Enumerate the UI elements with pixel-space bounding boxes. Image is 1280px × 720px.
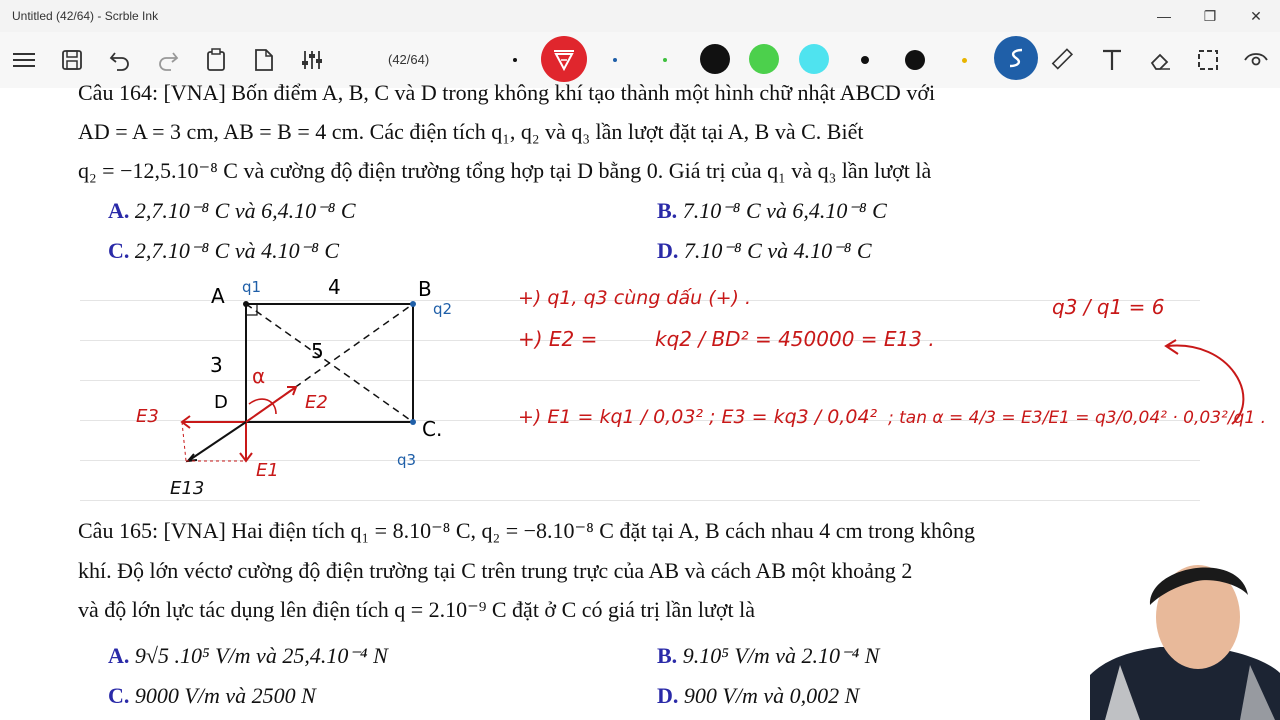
label-diagonal-5: 5 — [311, 339, 324, 363]
label-e3: E3 — [136, 406, 159, 427]
color-swatch-cyan[interactable] — [799, 44, 829, 74]
label-side-3: 3 — [210, 353, 223, 377]
save-icon[interactable] — [54, 42, 90, 78]
point-b — [410, 301, 416, 307]
document-page[interactable] — [0, 78, 1280, 720]
pen-size-large[interactable] — [905, 50, 925, 70]
label-q3: q3 — [397, 451, 417, 469]
clipboard-icon[interactable] — [198, 42, 234, 78]
label-q2: q2 — [433, 300, 453, 318]
q165-option-d[interactable]: D. 900 V/m và 0,002 N — [657, 683, 860, 708]
color-dot-green[interactable] — [663, 58, 667, 62]
color-swatch-black[interactable] — [700, 44, 730, 74]
diagram-canvas — [0, 78, 1280, 518]
text-icon[interactable] — [1094, 42, 1130, 78]
solution-step1: +) q1, q3 cùng dấu (+) . — [518, 287, 752, 309]
q164-line2: AD = A = 3 cm, AB = B = 4 cm. Các điện tích q₁, q₂ và q₃ lần lượt đặt tại A, B và C. Biết — [78, 119, 864, 144]
vector-e13 — [188, 422, 246, 461]
label-c: C. — [422, 417, 443, 441]
solution-ratio: q3 / q1 = 6 — [1052, 295, 1165, 319]
point-c — [410, 419, 416, 425]
color-swatch-green[interactable] — [749, 44, 779, 74]
pen-size-medium[interactable] — [861, 56, 869, 64]
solution-step3b: ; tan α = 4/3 = E3/E1 = q3/0,04² · 0,03²/q1 . — [888, 408, 1266, 428]
title-bar — [0, 0, 1280, 32]
menu-icon[interactable] — [6, 42, 42, 78]
eraser-icon[interactable] — [1142, 42, 1178, 78]
page-indicator: (42/64) — [388, 52, 430, 67]
solution-step2a: +) E2 = — [518, 327, 598, 351]
solution-step3a: +) E1 = kq1 / 0,03² ; E3 = kq3 / 0,04² — [518, 406, 878, 428]
color-dot-yellow[interactable] — [962, 58, 967, 63]
color-dot-blue[interactable] — [613, 58, 617, 62]
solution-step2b: kq2 / BD² = 450000 = E13 . — [655, 327, 935, 351]
label-q1: q1 — [242, 278, 262, 296]
q164-option-a[interactable]: A. 2,7.10⁻⁸ C và 6,4.10⁻⁸ C — [108, 198, 356, 223]
vector-e2 — [246, 387, 296, 422]
q164-line1: Câu 164: [VNA] Bốn điểm A, B, C và D trong không khí tạo thành một hình chữ nhật ABCD với — [78, 80, 936, 105]
label-alpha: α — [252, 364, 266, 388]
q165-option-c[interactable]: C. 9000 V/m và 2500 N — [108, 683, 316, 708]
maximize-button[interactable]: ❐ — [1203, 7, 1217, 24]
label-e13: E13 — [170, 478, 205, 499]
q164-line3: q₂ = −12,5.10⁻⁸ C và cường độ điện trường tổng hợp tại D bằng 0. Giá trị của q₁ và q₃ lần lượt là — [78, 158, 932, 183]
q165-line2: khí. Độ lớn véctơ cường độ điện trường tại C trên trung trực của AB và cách AB một khoảng 2 — [78, 558, 913, 583]
window-title: Untitled (42/64) - Scrble Ink — [12, 9, 159, 23]
sliders-icon[interactable] — [294, 42, 330, 78]
q164-option-c[interactable]: C. 2,7.10⁻⁸ C và 4.10⁻⁸ C — [108, 238, 340, 263]
q165-line3: và độ lớn lực tác dụng lên điện tích q = 2.10⁻⁹ C đặt ở C có giá trị lần lượt là — [78, 597, 755, 622]
q165-option-b[interactable]: B. 9.10⁵ V/m và 2.10⁻⁴ N — [657, 643, 880, 668]
q164-option-d[interactable]: D. 7.10⁻⁸ C và 4.10⁻⁸ C — [657, 238, 872, 263]
label-e2: E2 — [305, 392, 328, 413]
close-button[interactable]: ✕ — [1250, 7, 1262, 24]
label-d: D — [214, 392, 228, 413]
q164-option-b[interactable]: B. 7.10⁻⁸ C và 6,4.10⁻⁸ C — [657, 198, 887, 223]
view-icon[interactable] — [1238, 42, 1274, 78]
ruler-icon[interactable] — [1044, 42, 1080, 78]
pen-size-dot[interactable] — [513, 58, 517, 62]
label-b: B — [418, 277, 432, 301]
minimize-button[interactable]: — — [1157, 8, 1171, 24]
q165-line1: Câu 165: [VNA] Hai điện tích q₁ = 8.10⁻⁸ C, q₂ = −8.10⁻⁸ C đặt tại A, B cách nhau 4 cm trong không — [78, 518, 976, 543]
label-side-4: 4 — [328, 275, 341, 299]
page-icon[interactable] — [246, 42, 282, 78]
label-a: A — [211, 284, 225, 308]
q165-option-a[interactable]: A. 9√5 .10⁵ V/m và 25,4.10⁻⁴ N — [108, 643, 388, 668]
webcam-overlay — [1090, 555, 1280, 720]
point-a — [243, 301, 249, 307]
label-e1: E1 — [256, 460, 279, 481]
undo-icon[interactable] — [102, 42, 138, 78]
redo-icon[interactable] — [150, 42, 186, 78]
pen-tool-icon[interactable] — [994, 36, 1038, 80]
pen-dropdown-icon[interactable] — [541, 36, 587, 82]
select-icon[interactable] — [1190, 42, 1226, 78]
